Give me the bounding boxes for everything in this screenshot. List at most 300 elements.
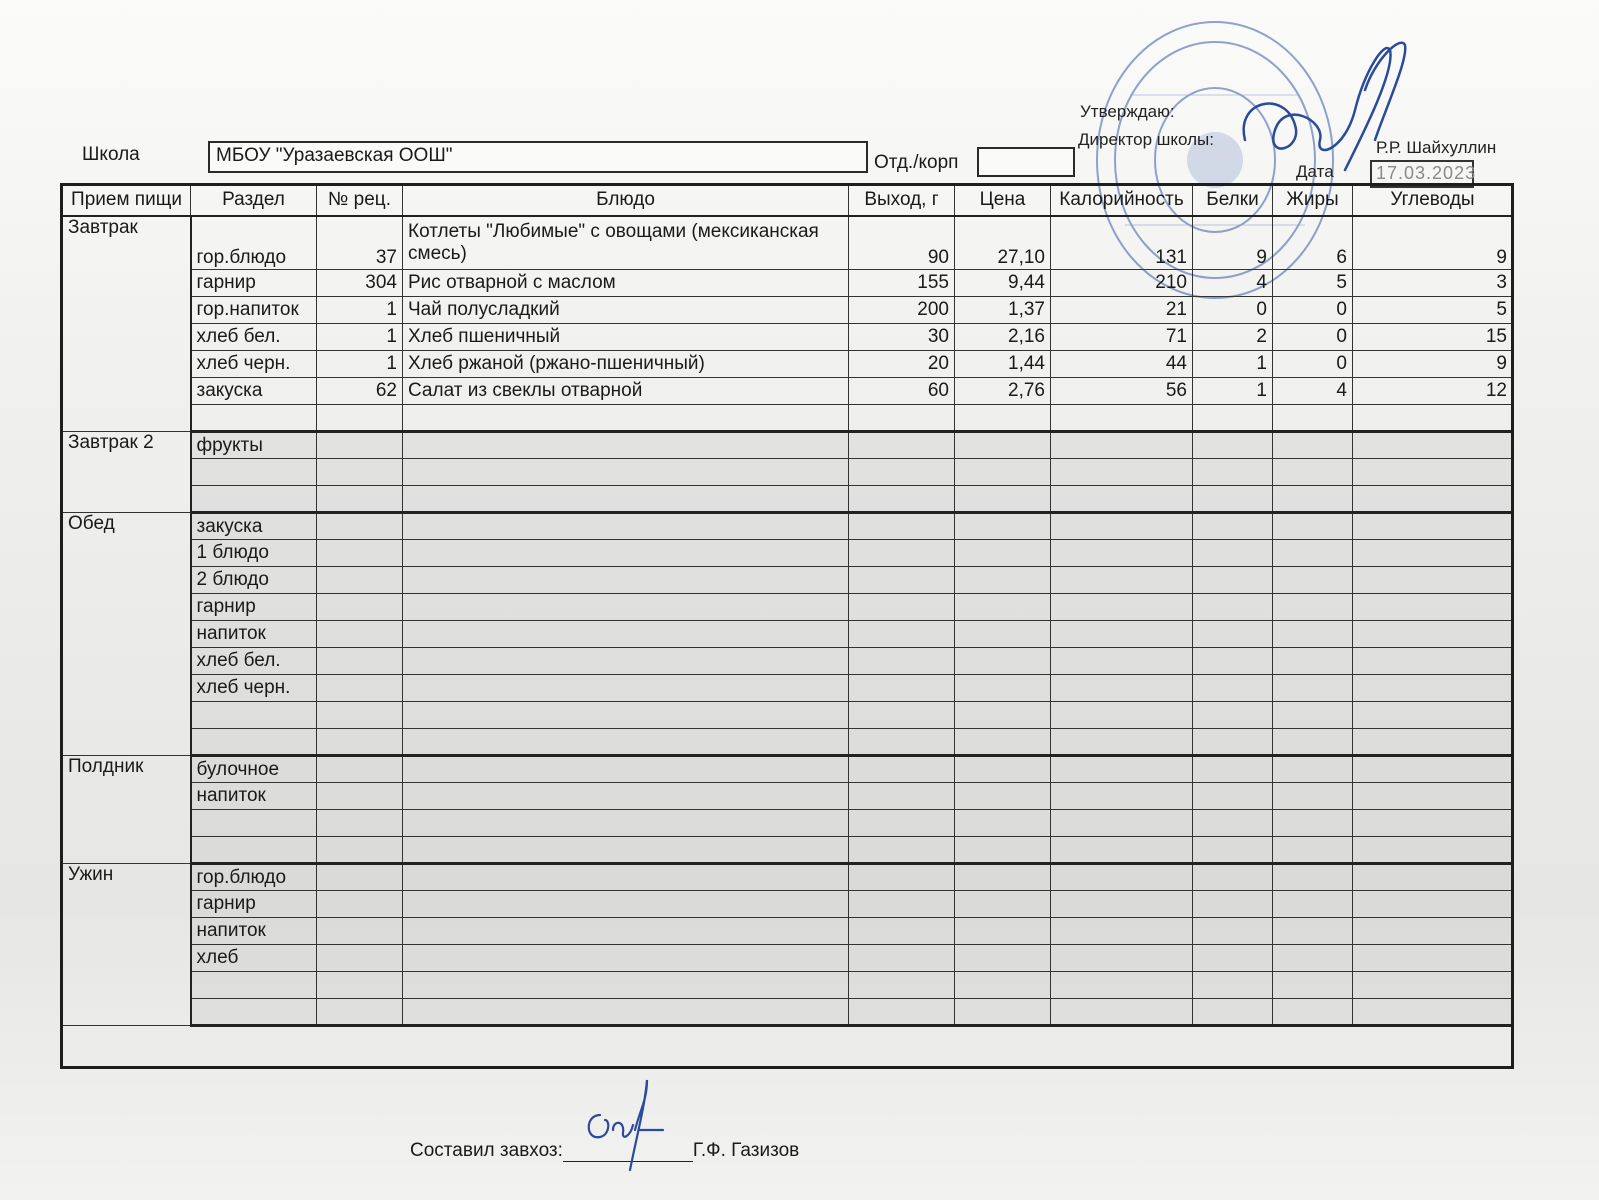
section-cell: гарнир [191,891,317,918]
recipe-cell [317,945,403,972]
kcal-cell [1051,621,1193,648]
yield-cell [849,432,955,459]
price-cell [955,891,1051,918]
school-field[interactable]: МБОУ "Уразаевская ООШ" [208,141,868,173]
protein-cell [1193,459,1273,486]
recipe-cell [317,459,403,486]
compiled-name: Г.Ф. Газизов [692,1140,800,1161]
kcal-cell [1051,810,1193,837]
kcal-cell [1051,864,1193,891]
table-row [63,756,1513,783]
recipe-cell [317,702,403,729]
table-row [63,972,1513,999]
section-cell: хлеб бел. [191,648,317,675]
carbs-cell [1353,837,1513,864]
dish-cell [403,783,849,810]
protein-cell: 1 [1193,378,1273,405]
carbs-cell [1353,513,1513,540]
recipe-cell [317,972,403,999]
kcal-cell [1051,486,1193,513]
recipe-cell [317,675,403,702]
fat-cell [1273,540,1353,567]
yield-cell [849,513,955,540]
yield-cell [849,405,955,432]
price-cell: 1,44 [955,351,1051,378]
recipe-cell [317,486,403,513]
yield-cell [849,594,955,621]
section-cell [191,486,317,513]
kcal-cell [1051,891,1193,918]
dish-cell [403,594,849,621]
recipe-cell [317,567,403,594]
table-row [63,432,1513,459]
protein-cell [1193,648,1273,675]
yield-cell: 90 [849,216,955,270]
dish-cell: Чай полусладкий [403,297,849,324]
price-cell [955,594,1051,621]
price-cell [955,729,1051,756]
protein-cell: 0 [1193,297,1273,324]
col-header-yield: Выход, г [849,186,955,216]
protein-cell [1193,702,1273,729]
recipe-cell [317,648,403,675]
fat-cell [1273,648,1353,675]
col-header-kcal: Калорийность [1051,186,1193,216]
kcal-cell: 44 [1051,351,1193,378]
dish-cell [403,999,849,1026]
price-cell [955,486,1051,513]
protein-cell [1193,837,1273,864]
fat-cell: 0 [1273,297,1353,324]
price-cell [955,756,1051,783]
carbs-cell: 9 [1353,216,1513,270]
compiled-label: Составил завхоз: [410,1140,563,1161]
yield-cell [849,837,955,864]
kcal-cell [1051,837,1193,864]
table-row [63,270,1513,297]
menu-table-body [63,216,1513,1026]
carbs-cell [1353,594,1513,621]
carbs-cell [1353,891,1513,918]
table-row [63,405,1513,432]
fat-cell [1273,432,1353,459]
table-row [63,378,1513,405]
table-row [63,621,1513,648]
section-cell [191,459,317,486]
yield-cell [849,459,955,486]
yield-cell: 30 [849,324,955,351]
section-cell [191,405,317,432]
table-row [63,459,1513,486]
storekeeper-signature [575,1075,675,1175]
recipe-cell: 62 [317,378,403,405]
protein-cell [1193,918,1273,945]
col-header-dish: Блюдо [403,186,849,216]
protein-cell [1193,432,1273,459]
price-cell: 1,37 [955,297,1051,324]
meal-cell: Обед [63,513,191,756]
table-row [63,945,1513,972]
protein-cell [1193,486,1273,513]
kcal-cell: 56 [1051,378,1193,405]
price-cell [955,972,1051,999]
price-cell [955,864,1051,891]
price-cell [955,540,1051,567]
yield-cell [849,918,955,945]
dish-cell [403,729,849,756]
recipe-cell [317,864,403,891]
yield-cell [849,810,955,837]
recipe-cell [317,837,403,864]
recipe-cell: 1 [317,297,403,324]
section-cell: гор.напиток [191,297,317,324]
fat-cell [1273,675,1353,702]
protein-cell [1193,810,1273,837]
recipe-cell [317,405,403,432]
protein-cell: 2 [1193,324,1273,351]
yield-cell [849,675,955,702]
fat-cell: 5 [1273,270,1353,297]
kcal-cell [1051,756,1193,783]
price-cell [955,837,1051,864]
protein-cell [1193,567,1273,594]
protein-cell: 4 [1193,270,1273,297]
fat-cell [1273,729,1353,756]
dish-cell [403,567,849,594]
kcal-cell: 21 [1051,297,1193,324]
kcal-cell: 131 [1051,216,1193,270]
table-row [63,729,1513,756]
yield-cell [849,999,955,1026]
protein-cell [1193,594,1273,621]
director-signature [1225,30,1415,190]
protein-cell [1193,540,1273,567]
dish-cell: Хлеб ржаной (ржано-пшеничный) [403,351,849,378]
table-row [63,675,1513,702]
dish-cell: Рис отварной с маслом [403,270,849,297]
kcal-cell: 210 [1051,270,1193,297]
section-cell [191,729,317,756]
recipe-cell [317,621,403,648]
table-row [63,351,1513,378]
table-row [63,486,1513,513]
table-row [63,837,1513,864]
carbs-cell [1353,405,1513,432]
yield-cell: 155 [849,270,955,297]
fat-cell [1273,594,1353,621]
school-label: Школа [82,144,140,165]
dish-cell [403,756,849,783]
table-row [63,864,1513,891]
col-header-protein: Белки [1193,186,1273,216]
yield-cell [849,486,955,513]
table-row [63,999,1513,1026]
kcal-cell [1051,594,1193,621]
fat-cell [1273,837,1353,864]
fat-cell: 0 [1273,324,1353,351]
col-header-fat: Жиры [1273,186,1353,216]
fat-cell [1273,702,1353,729]
fat-cell [1273,972,1353,999]
kcal-cell [1051,513,1193,540]
fat-cell [1273,621,1353,648]
dish-cell [403,702,849,729]
yield-cell [849,567,955,594]
section-cell: 2 блюдо [191,567,317,594]
carbs-cell [1353,486,1513,513]
director-name: Р.Р. Шайхуллин [1376,138,1497,157]
protein-cell [1193,405,1273,432]
carbs-cell [1353,432,1513,459]
carbs-cell: 3 [1353,270,1513,297]
dish-cell [403,891,849,918]
section-cell: хлеб черн. [191,351,317,378]
protein-cell [1193,999,1273,1026]
table-row [63,216,1513,270]
yield-cell [849,702,955,729]
kcal-cell [1051,729,1193,756]
kcal-cell [1051,945,1193,972]
carbs-cell [1353,567,1513,594]
section-cell [191,972,317,999]
col-header-carbs: Углеводы [1353,186,1513,216]
dish-cell: Хлеб пшеничный [403,324,849,351]
fat-cell: 4 [1273,378,1353,405]
dish-cell [403,810,849,837]
carbs-cell [1353,972,1513,999]
table-row [63,648,1513,675]
fat-cell [1273,918,1353,945]
price-cell: 9,44 [955,270,1051,297]
fat-cell [1273,486,1353,513]
date-field[interactable]: 17.03.2023 [1370,160,1474,188]
fat-cell [1273,405,1353,432]
fat-cell [1273,459,1353,486]
fat-cell: 6 [1273,216,1353,270]
price-cell [955,513,1051,540]
section-cell [191,999,317,1026]
recipe-cell [317,891,403,918]
protein-cell [1193,513,1273,540]
kcal-cell [1051,540,1193,567]
section-cell: хлеб черн. [191,675,317,702]
section-cell [191,702,317,729]
table-row [63,594,1513,621]
approve-label: Утверждаю: [1080,102,1175,121]
section-cell: гор.блюдо [191,864,317,891]
dish-cell: Котлеты "Любимые" с овощами (мексиканская смесь) [403,216,849,270]
recipe-cell [317,918,403,945]
price-cell [955,783,1051,810]
section-cell: хлеб бел. [191,324,317,351]
kcal-cell [1051,999,1193,1026]
dish-cell [403,405,849,432]
fat-cell [1273,783,1353,810]
carbs-cell [1353,945,1513,972]
protein-cell [1193,783,1273,810]
section-cell: гор.блюдо [191,216,317,270]
fat-cell [1273,756,1353,783]
section-cell: гарнир [191,270,317,297]
price-cell [955,432,1051,459]
kcal-cell [1051,783,1193,810]
table-row [63,567,1513,594]
menu-table [62,185,1513,1027]
carbs-cell [1353,756,1513,783]
price-cell [955,459,1051,486]
recipe-cell: 37 [317,216,403,270]
kcal-cell [1051,567,1193,594]
section-cell: хлеб [191,945,317,972]
section-cell: напиток [191,621,317,648]
fat-cell [1273,945,1353,972]
dish-cell [403,621,849,648]
kcal-cell [1051,918,1193,945]
fat-cell [1273,999,1353,1026]
carbs-cell [1353,918,1513,945]
table-row [63,891,1513,918]
carbs-cell [1353,675,1513,702]
dish-cell: Салат из свеклы отварной [403,378,849,405]
dish-cell [403,540,849,567]
section-cell: булочное [191,756,317,783]
recipe-cell [317,594,403,621]
price-cell [955,567,1051,594]
carbs-cell [1353,540,1513,567]
carbs-cell: 9 [1353,351,1513,378]
dish-cell [403,675,849,702]
yield-cell: 200 [849,297,955,324]
price-cell: 2,16 [955,324,1051,351]
yield-cell [849,756,955,783]
dish-cell [403,837,849,864]
section-cell: напиток [191,918,317,945]
section-cell: закуска [191,513,317,540]
protein-cell [1193,729,1273,756]
price-cell [955,810,1051,837]
carbs-cell [1353,864,1513,891]
dish-cell [403,432,849,459]
recipe-cell [317,999,403,1026]
price-cell [955,999,1051,1026]
price-cell [955,702,1051,729]
dish-cell [403,918,849,945]
table-row [63,918,1513,945]
col-header-meal: Прием пищи [63,186,191,216]
kcal-cell [1051,432,1193,459]
recipe-cell [317,783,403,810]
price-cell [955,621,1051,648]
table-row [63,540,1513,567]
carbs-cell [1353,459,1513,486]
carbs-cell: 15 [1353,324,1513,351]
price-cell [955,918,1051,945]
yield-cell [849,621,955,648]
yield-cell [849,972,955,999]
yield-cell: 60 [849,378,955,405]
yield-cell [849,729,955,756]
dish-cell [403,864,849,891]
carbs-cell [1353,702,1513,729]
col-header-section: Раздел [191,186,317,216]
table-row [63,783,1513,810]
section-cell: закуска [191,378,317,405]
protein-cell: 1 [1193,351,1273,378]
table-header-row [63,186,1513,216]
protein-cell [1193,891,1273,918]
dish-cell [403,486,849,513]
yield-cell: 20 [849,351,955,378]
recipe-cell [317,729,403,756]
table-row [63,702,1513,729]
yield-cell [849,864,955,891]
carbs-cell: 12 [1353,378,1513,405]
price-cell: 2,76 [955,378,1051,405]
kcal-cell: 71 [1051,324,1193,351]
carbs-cell [1353,621,1513,648]
dish-cell [403,648,849,675]
dish-cell [403,972,849,999]
carbs-cell [1353,810,1513,837]
section-cell [191,810,317,837]
protein-cell [1193,756,1273,783]
fat-cell: 0 [1273,351,1353,378]
price-cell [955,945,1051,972]
carbs-cell [1353,729,1513,756]
kcal-cell [1051,702,1193,729]
meal-cell: Завтрак [63,216,191,432]
col-header-price: Цена [955,186,1051,216]
table-row [63,297,1513,324]
yield-cell [849,891,955,918]
fat-cell [1273,513,1353,540]
recipe-cell [317,810,403,837]
yield-cell [849,648,955,675]
recipe-cell: 1 [317,351,403,378]
price-cell [955,405,1051,432]
protein-cell: 9 [1193,216,1273,270]
recipe-cell [317,513,403,540]
kcal-cell [1051,405,1193,432]
protein-cell [1193,864,1273,891]
section-cell: гарнир [191,594,317,621]
recipe-cell [317,756,403,783]
carbs-cell: 5 [1353,297,1513,324]
meal-cell: Полдник [63,756,191,864]
price-cell [955,648,1051,675]
dept-field[interactable] [977,147,1075,177]
section-cell: 1 блюдо [191,540,317,567]
section-cell [191,837,317,864]
yield-cell [849,783,955,810]
carbs-cell [1353,783,1513,810]
protein-cell [1193,972,1273,999]
dept-label: Отд./корп [874,152,959,173]
yield-cell [849,540,955,567]
recipe-cell: 304 [317,270,403,297]
table-row [63,810,1513,837]
yield-cell [849,945,955,972]
col-header-recipe: № рец. [317,186,403,216]
recipe-cell [317,540,403,567]
price-cell [955,675,1051,702]
fat-cell [1273,864,1353,891]
carbs-cell [1353,999,1513,1026]
meal-cell: Ужин [63,864,191,1026]
kcal-cell [1051,459,1193,486]
kcal-cell [1051,648,1193,675]
director-label: Директор школы: [1078,130,1214,149]
